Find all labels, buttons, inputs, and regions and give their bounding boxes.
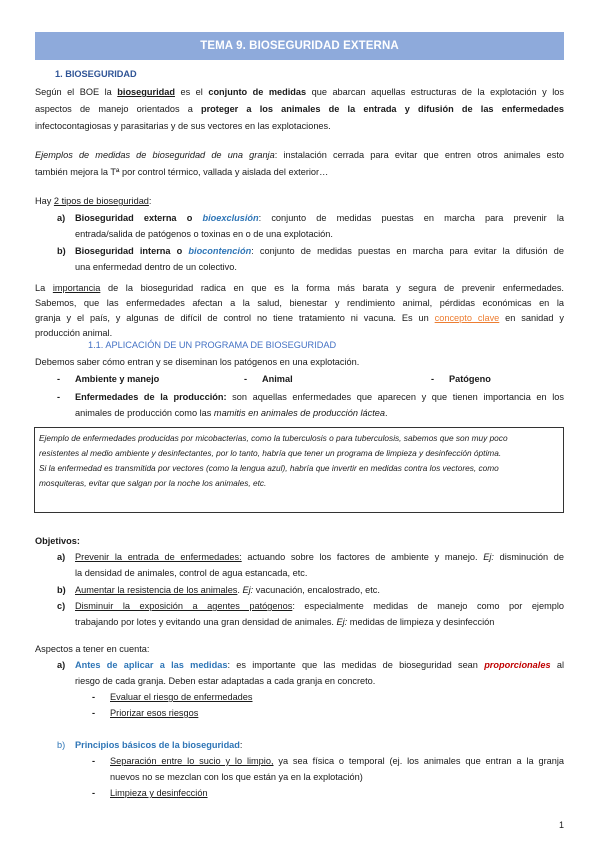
objective-c-line1: Disminuir la exposición a agentes patógenos: especialmente medidas de manejo como por ejemplo [75, 601, 564, 611]
example-box-line: Ejemplo de enfermedades producidas por micobacterias, como la tuberculosis o para tuberculosis, sabemos que son muy poco [39, 433, 508, 443]
paragraph-definition-line2: aspectos de manejo orientados a proteger a los animales de la entrada y difusión de las enfermedades [35, 104, 565, 114]
aspect-a-line1: Antes de aplicar a las medidas: es importante que las medidas de bioseguridad sean proporcionales al [75, 660, 564, 670]
list-bullet: - [92, 708, 96, 718]
aspect-b-heading: Principios básicos de la bioseguridad: [75, 740, 243, 750]
type-external-line1: Bioseguridad externa o bioexclusión: conjunto de medidas puestas en marcha para prevenir la [75, 213, 564, 223]
section-heading-1-1: 1.1. APLICACIÓN DE UN PROGRAMA DE BIOSEGURIDAD [88, 340, 337, 350]
paragraph-importance-line2: Sabemos, que las enfermedades afectan a la salud, bienestar y rendimiento animal, pérdidas económicas en la [35, 298, 564, 308]
aspect-a-line2: riesgo de cada granja. Deben estar adaptadas a cada granja en concreto. [75, 676, 376, 686]
aspect-a-sub2: Priorizar esos riesgos [110, 708, 199, 718]
aspects-heading: Aspectos a tener en cuenta: [35, 644, 150, 654]
example-box-line: Si la enfermedad es transmitida por vectores (como la lengua azul), habría que invertir en medidas contra los vectores, como [39, 463, 499, 473]
page-number: 1 [558, 820, 564, 830]
objectives-heading: Objetivos: [35, 536, 80, 546]
type-internal-line2: una enfermedad dentro de un colectivo. [75, 262, 237, 272]
list-label: b) [57, 585, 66, 595]
list-label: a) [57, 213, 66, 223]
factor-environment: Ambiente y manejo [75, 374, 160, 384]
objective-b: Aumentar la resistencia de los animales. Ej: vacunación, encalostrado, etc. [75, 585, 380, 595]
production-diseases-line2: animales de producción como las mamitis en animales de producción láctea. [75, 408, 388, 418]
type-external-line2: entrada/salida de patógenos o toxinas en o de una explotación. [75, 229, 333, 239]
list-label: b) [57, 246, 66, 256]
paragraph-definition-line1: Según el BOE la bioseguridad es el conjunto de medidas que abarcan aquellas estructuras de la explotación y los [35, 87, 564, 97]
types-intro: Hay 2 tipos de bioseguridad: [35, 196, 152, 206]
list-bullet: - [57, 392, 61, 402]
aspect-b-sub2: Limpieza y desinfección [110, 788, 208, 798]
paragraph-importance-line4: producción animal. [35, 328, 113, 338]
aspect-b-sub1-line2: nuevos no se mezclan con los que están ya en la explotación) [110, 772, 363, 782]
production-diseases-line1: Enfermedades de la producción: son aquellas enfermedades que aparecen y que tienen importancia en los [75, 392, 564, 402]
type-internal-line1: Bioseguridad interna o biocontención: conjunto de medidas puestas en marcha para evitar la difusión de [75, 246, 564, 256]
example-box-line: resistentes al medio ambiente y desinfectantes, por lo tanto, habría que tener un programa de limpieza y desinfección óptima. [39, 448, 502, 458]
objective-a-line2: la densidad de animales, control de agua estancada, etc. [75, 568, 308, 578]
example-box [34, 427, 564, 513]
list-label: b) [57, 740, 66, 750]
list-bullet: - [244, 374, 248, 384]
paragraph-examples-line2: también mejora la Tª por control térmico, vallada y aislada del exterior… [35, 167, 329, 177]
section-heading-1: 1. BIOSEGURIDAD [55, 69, 137, 79]
factor-pathogen: Patógeno [449, 374, 491, 384]
factors-intro: Debemos saber cómo entran y se diseminan los patógenos en una explotación. [35, 357, 360, 367]
page-title: TEMA 9. BIOSEGURIDAD EXTERNA [35, 32, 564, 60]
list-bullet: - [92, 692, 96, 702]
list-bullet: - [57, 374, 61, 384]
aspect-a-sub1: Evaluar el riesgo de enfermedades [110, 692, 253, 702]
aspect-b-sub1-line1: Separación entre lo sucio y lo limpio, ya sea física o temporal (ej. los animales que entran a la granja [110, 756, 564, 766]
paragraph-importance-line1: La importancia de la bioseguridad radica en que es la forma más barata y segura de prevenir enfermedades. [35, 283, 564, 293]
list-bullet: - [431, 374, 435, 384]
list-label: c) [57, 601, 66, 611]
paragraph-definition-line3: infectocontagiosas y parasitarias y de sus vectores en las explotaciones. [35, 121, 331, 131]
list-bullet: - [92, 756, 96, 766]
list-label: a) [57, 552, 66, 562]
objective-a-line1: Prevenir la entrada de enfermedades: actuando sobre los factores de ambiente y manejo. Ej: disminución de [75, 552, 564, 562]
objective-c-line2: trabajando por lotes y evitando una gran densidad de animales. Ej: medidas de limpieza y desinfección [75, 617, 495, 627]
example-box-line: mosquiteras, evitar que salgan por la noche los animales, etc. [39, 478, 267, 488]
list-bullet: - [92, 788, 96, 798]
paragraph-examples-line1: Ejemplos de medidas de bioseguridad de una granja: instalación cerrada para evitar que entren otros animales esto [35, 150, 564, 160]
paragraph-importance-line3: granja y el país, y algunas de difícil de control no tiene tratamiento ni vacuna. Es un concepto clave en sanidad y [35, 313, 564, 323]
factor-animal: Animal [262, 374, 293, 384]
list-label: a) [57, 660, 66, 670]
